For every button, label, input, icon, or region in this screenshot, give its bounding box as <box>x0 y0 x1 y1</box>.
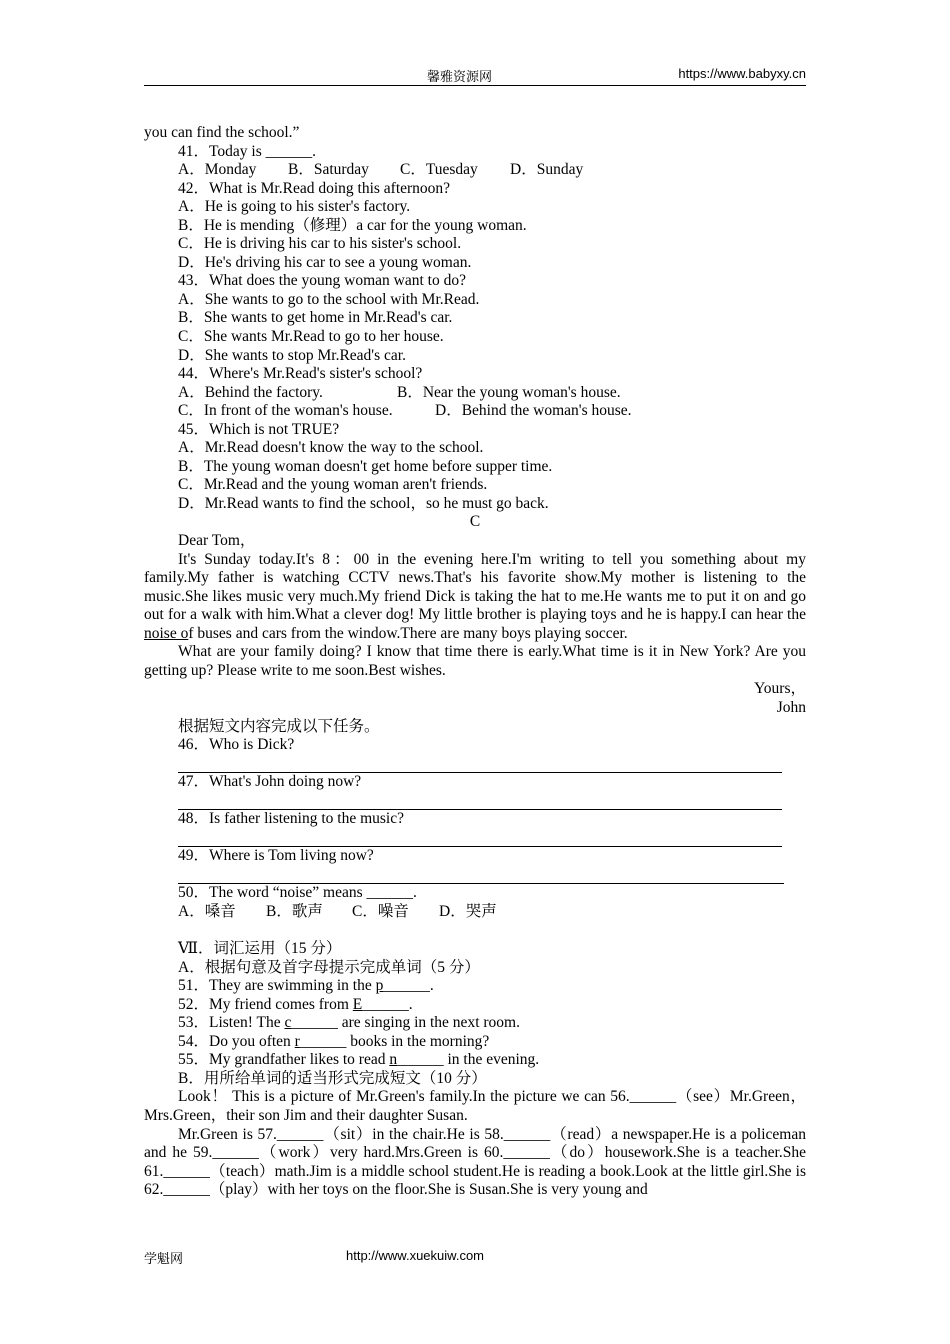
passage-b-tail: you can find the school.” <box>144 124 300 141</box>
question-text: ______ are singing in the next room. <box>291 1014 520 1032</box>
option: B．She wants to get home in Mr.Read's car. <box>178 309 453 327</box>
question-44-stem: 44．Where's Mr.Read's sister's school? <box>178 365 423 383</box>
document-body <box>144 124 806 1200</box>
question-47-stem: 47．What's John doing now? <box>178 773 362 791</box>
task-instruction: 根据短文内容完成以下任务。 <box>178 717 380 735</box>
header-url[interactable]: https://www.babyxy.cn <box>678 66 806 81</box>
option: D．Behind the woman's house. <box>435 402 632 420</box>
option: C．In front of the woman's house. <box>178 402 393 420</box>
letter-signature: John <box>776 698 806 716</box>
option: D．Mr.Read wants to find the school，so he must go back. <box>178 494 549 512</box>
answer-line-46[interactable] <box>178 755 782 774</box>
answer-line-47[interactable] <box>178 792 782 811</box>
question-50-stem: 50．The word “noise” means ______. <box>178 884 417 902</box>
question-text: 55．My grandfather likes to read <box>178 1051 390 1069</box>
part-b-title: B．用所给单词的适当形式完成短文（10 分） <box>178 1069 487 1087</box>
header-site-name: 馨雅资源网 <box>427 70 493 85</box>
initial-letter: r <box>294 1032 300 1050</box>
initial-letter: p <box>375 977 384 995</box>
question-50-options <box>144 903 806 922</box>
option: A．He is going to his sister's factory. <box>178 198 411 216</box>
option: A．嗓音 <box>178 902 236 920</box>
initial-letter: E <box>352 995 363 1013</box>
spacer <box>144 922 806 941</box>
letter-paragraph-1-part-b: f buses and cars from the window.There are many boys playing soccer. <box>188 624 628 642</box>
footer-url[interactable]: http://www.xuekuiw.com <box>346 1248 484 1263</box>
option: C．Tuesday <box>400 161 478 179</box>
question-text: 54．Do you often <box>178 1032 295 1050</box>
question-54 <box>144 1033 806 1052</box>
question-53 <box>144 1014 806 1033</box>
answer-line-48[interactable] <box>178 829 782 848</box>
option: A．Mr.Read doesn't know the way to the school. <box>178 439 484 457</box>
question-text: ______. <box>383 977 434 995</box>
header-divider <box>144 85 806 86</box>
question-text: ______. <box>362 995 413 1013</box>
option: D．She wants to stop Mr.Read's car. <box>178 346 406 364</box>
option: B．Near the young woman's house. <box>397 383 621 401</box>
option: C．He is driving his car to his sister's school. <box>178 235 462 253</box>
part-b-paragraph-1: Look！ This is a picture of Mr.Green's family.In the picture we can 56.______（see）Mr.Green，Mrs.Green，their son Jim and their daughter Susan. <box>144 1088 806 1124</box>
noise-underlined: noise o <box>144 624 189 642</box>
option: D．He's driving his car to see a young woman. <box>178 253 472 271</box>
question-44-options-row1 <box>144 384 806 403</box>
option: C．She wants Mr.Read to go to her house. <box>178 328 444 346</box>
initial-letter: c <box>284 1014 292 1032</box>
question-44-options-row2 <box>144 402 806 421</box>
option: A．Monday <box>178 161 257 179</box>
question-55 <box>144 1051 806 1070</box>
letter-paragraph-1-part-a: It's Sunday today.It's 8：00 in the evening here.I'm writing to tell you something about my family.My father is watching CCTV news.That's his favorite show.My mother is listening to the music.She likes music very much.My friend Dick is taking the hat to me.He wants me to put it on and go out for a walk with him.What a clever dog! My little brother is playing toys and he is happy.I can hear the <box>144 550 806 624</box>
question-48-stem: 48．Is father listening to the music? <box>178 810 404 828</box>
question-text: 53．Listen! The <box>178 1014 285 1032</box>
question-42-stem: 42．What is Mr.Read doing this afternoon? <box>178 179 451 197</box>
question-46-stem: 46．Who is Dick? <box>178 736 295 754</box>
question-43-stem: 43．What does the young woman want to do? <box>178 272 466 290</box>
footer-site-name: 学魁网 <box>144 1252 184 1267</box>
option: A．Behind the factory. <box>178 383 323 401</box>
answer-line-49[interactable] <box>178 866 784 885</box>
option: B．歌声 <box>266 902 323 920</box>
question-text: 51．They are swimming in the <box>178 977 376 995</box>
initial-letter: n <box>389 1051 398 1069</box>
question-41-stem: 41．Today is ______. <box>178 142 316 160</box>
letter-paragraph-1 <box>144 551 806 644</box>
option: D．哭声 <box>439 902 497 920</box>
question-49-stem: 49．Where is Tom living now? <box>178 847 374 865</box>
question-51 <box>144 977 806 996</box>
question-52 <box>144 996 806 1015</box>
option: C．Mr.Read and the young woman aren't friends. <box>178 476 488 494</box>
part-a-title: A．根据句意及首字母提示完成单词（5 分） <box>178 958 480 976</box>
question-41-options <box>144 161 806 180</box>
letter-closing: Yours， <box>754 680 806 698</box>
option: B．He is mending（修理）a car for the young woman. <box>178 216 527 234</box>
option: B．The young woman doesn't get home before supper time. <box>178 457 553 475</box>
question-text: ______ books in the morning? <box>299 1032 490 1050</box>
letter-paragraph-2: What are your family doing? I know that time there is early.What time is it in New York? Are you getting up? Please write to me soon.Best wishes. <box>144 643 806 679</box>
part-b-paragraph-2: Mr.Green is 57.______（sit）in the chair.He is 58.______（read）a newspaper.He is a policeman and he 59.______（work）very hard.Mrs.Green is 60.______（do）housework.She is a teacher.She 61.______（teach）math.Jim is a middle school student.He is reading a book.Look at the little girl.She is 62.______（play）with her toys on the floor.She is Susan.She is very young and <box>144 1125 806 1199</box>
option: B．Saturday <box>288 161 369 179</box>
question-45-stem: 45．Which is not TRUE? <box>178 420 340 438</box>
letter-greeting: Dear Tom， <box>178 532 256 550</box>
question-text: ______ in the evening. <box>397 1051 540 1069</box>
option: A．She wants to go to the school with Mr.Read. <box>178 290 480 308</box>
question-text: 52．My friend comes from <box>178 995 353 1013</box>
option: D．Sunday <box>510 161 584 179</box>
passage-c-label: C <box>469 513 481 531</box>
section-7-title: Ⅶ．词汇运用（15 分） <box>178 940 342 958</box>
option: C．噪音 <box>352 902 409 920</box>
